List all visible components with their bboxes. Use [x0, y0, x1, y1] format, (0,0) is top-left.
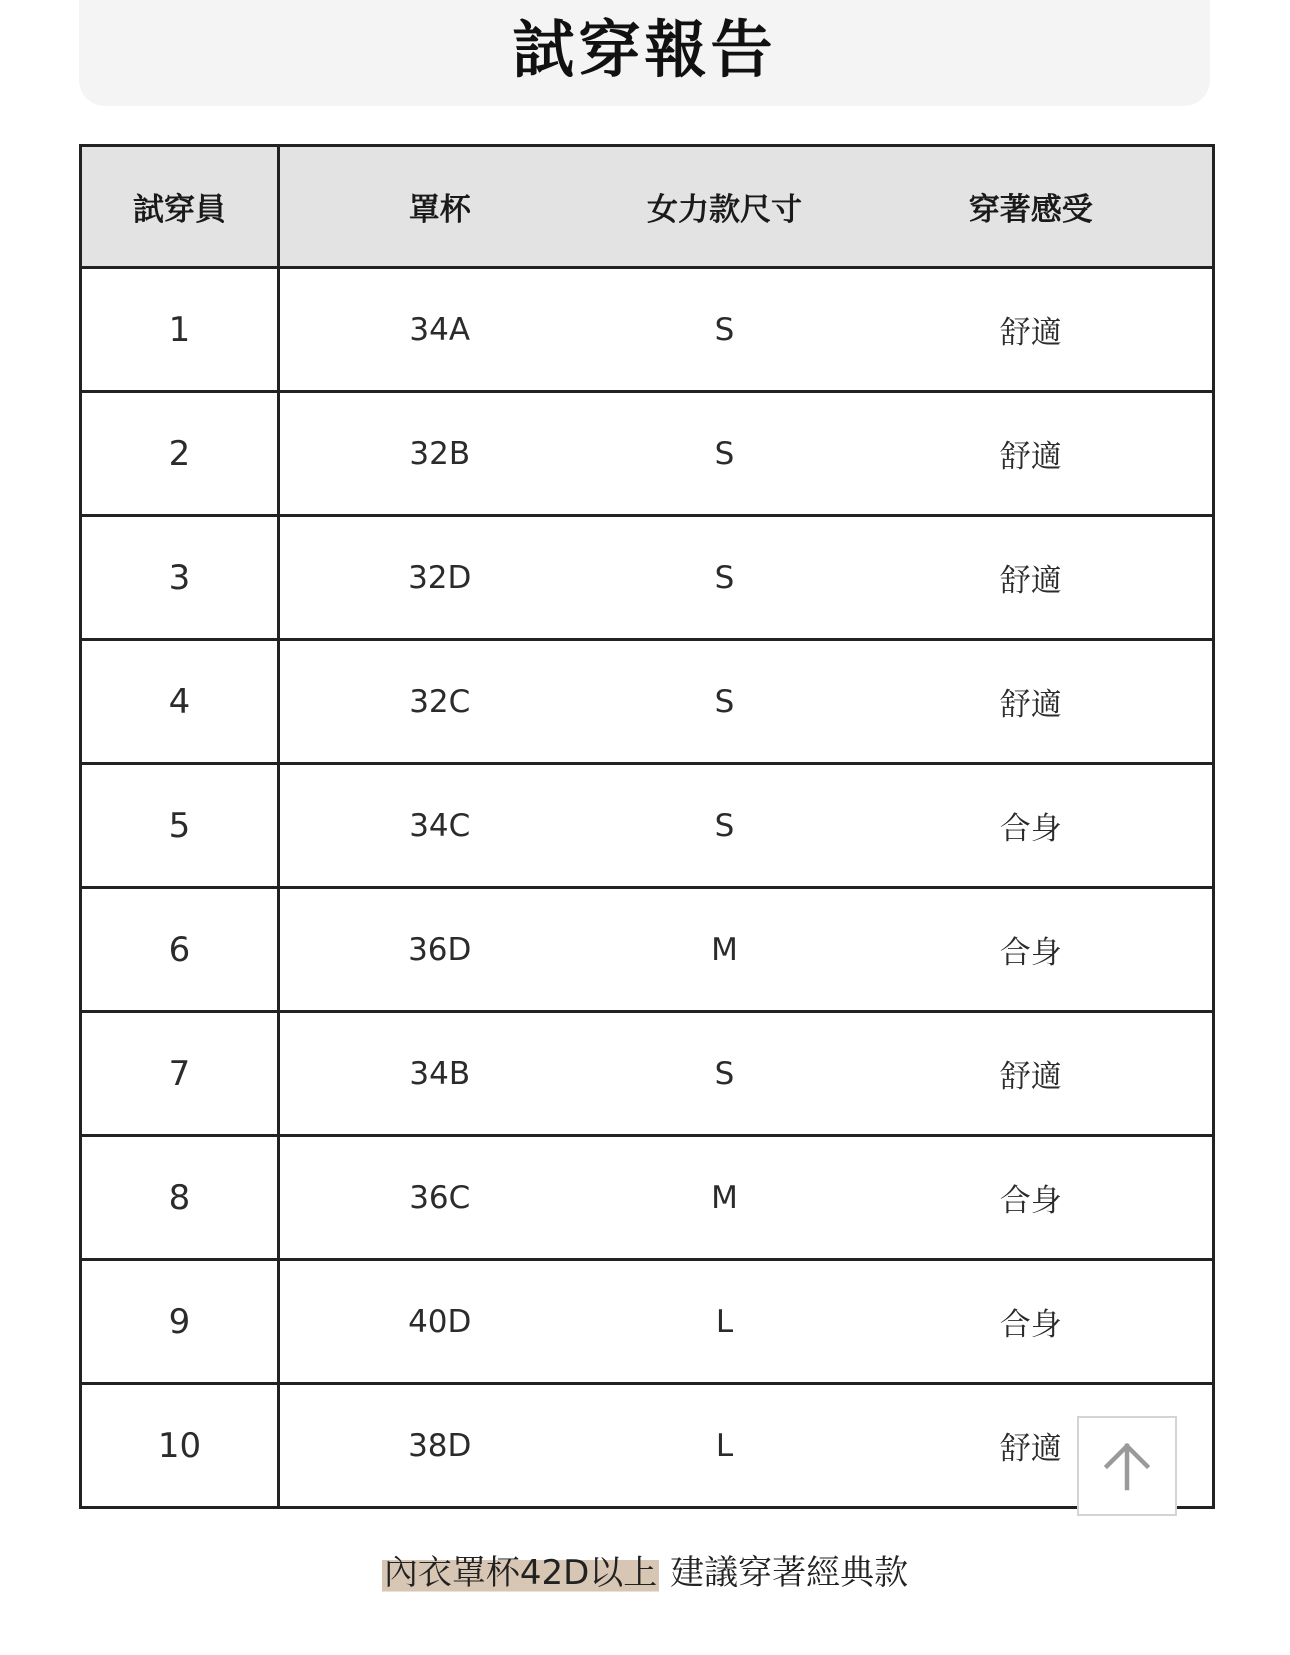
cell-tester: 8 — [81, 1136, 279, 1260]
cell-size: M — [711, 931, 738, 968]
table-row — [81, 516, 1214, 640]
cell-cup: 34C — [409, 807, 471, 844]
cell-cup: 34B — [409, 1055, 471, 1092]
cell-cup: 36C — [409, 1179, 471, 1216]
cell-feeling: 舒適 — [999, 1431, 1062, 1467]
cell-cup: 32D — [408, 559, 472, 596]
cell-size: L — [715, 1303, 734, 1340]
table-row — [81, 640, 1214, 764]
table-body — [81, 268, 1214, 1508]
column-header-size: 女力款尺寸 — [600, 146, 850, 268]
table-row — [81, 888, 1214, 1012]
cell-tester: 2 — [81, 392, 279, 516]
cell-tester: 9 — [81, 1260, 279, 1384]
table-row — [81, 392, 1214, 516]
cell-feeling: 舒適 — [999, 563, 1062, 599]
cell-feeling: 舒適 — [999, 687, 1062, 723]
page-title: 試穿報告 — [512, 12, 777, 86]
table-header — [81, 146, 1214, 268]
cell-feeling: 合身 — [999, 1307, 1062, 1343]
note-text: 建議穿著經典款 — [670, 1553, 909, 1593]
cell-tester: 5 — [81, 764, 279, 888]
cell-tester: 3 — [81, 516, 279, 640]
table-row — [81, 1136, 1214, 1260]
cell-cup: 36D — [408, 931, 472, 968]
cell-size: S — [714, 1055, 735, 1092]
note-highlighted-text: 內衣罩杯42D以上 — [383, 1553, 658, 1593]
column-header-tester: 試穿員 — [81, 146, 279, 268]
table-row — [81, 1260, 1214, 1384]
fitting-report-table — [79, 144, 1215, 1509]
cell-tester: 6 — [81, 888, 279, 1012]
arrow-up-icon — [1099, 1438, 1155, 1494]
cell-tester: 10 — [81, 1384, 279, 1508]
cell-feeling: 舒適 — [999, 315, 1062, 351]
back-to-top-button[interactable] — [1077, 1416, 1177, 1516]
cell-cup: 34A — [409, 311, 471, 348]
table-row — [81, 764, 1214, 888]
cell-size: S — [714, 807, 735, 844]
cell-feeling: 合身 — [999, 935, 1062, 971]
cell-cup: 38D — [408, 1427, 472, 1464]
cell-tester: 1 — [81, 268, 279, 392]
table-header-row — [81, 146, 1214, 268]
size-note — [0, 1545, 1290, 1594]
cell-feeling: 合身 — [999, 1183, 1062, 1219]
cell-size: S — [714, 559, 735, 596]
cell-tester: 4 — [81, 640, 279, 764]
cell-feeling: 舒適 — [999, 439, 1062, 475]
cell-size: S — [714, 683, 735, 720]
title-card — [79, 0, 1210, 106]
table-row — [81, 268, 1214, 392]
cell-cup: 32B — [409, 435, 471, 472]
cell-size: S — [714, 435, 735, 472]
table-row — [81, 1384, 1214, 1508]
table-row — [81, 1012, 1214, 1136]
cell-size: M — [711, 1179, 738, 1216]
column-header-cup: 罩杯 — [279, 146, 600, 268]
column-header-feeling: 穿著感受 — [850, 146, 1214, 268]
cell-feeling: 合身 — [999, 811, 1062, 847]
cell-tester: 7 — [81, 1012, 279, 1136]
cell-size: S — [714, 311, 735, 348]
cell-size: L — [715, 1427, 734, 1464]
cell-cup: 32C — [409, 683, 471, 720]
cell-feeling: 舒適 — [999, 1059, 1062, 1095]
cell-cup: 40D — [408, 1303, 472, 1340]
